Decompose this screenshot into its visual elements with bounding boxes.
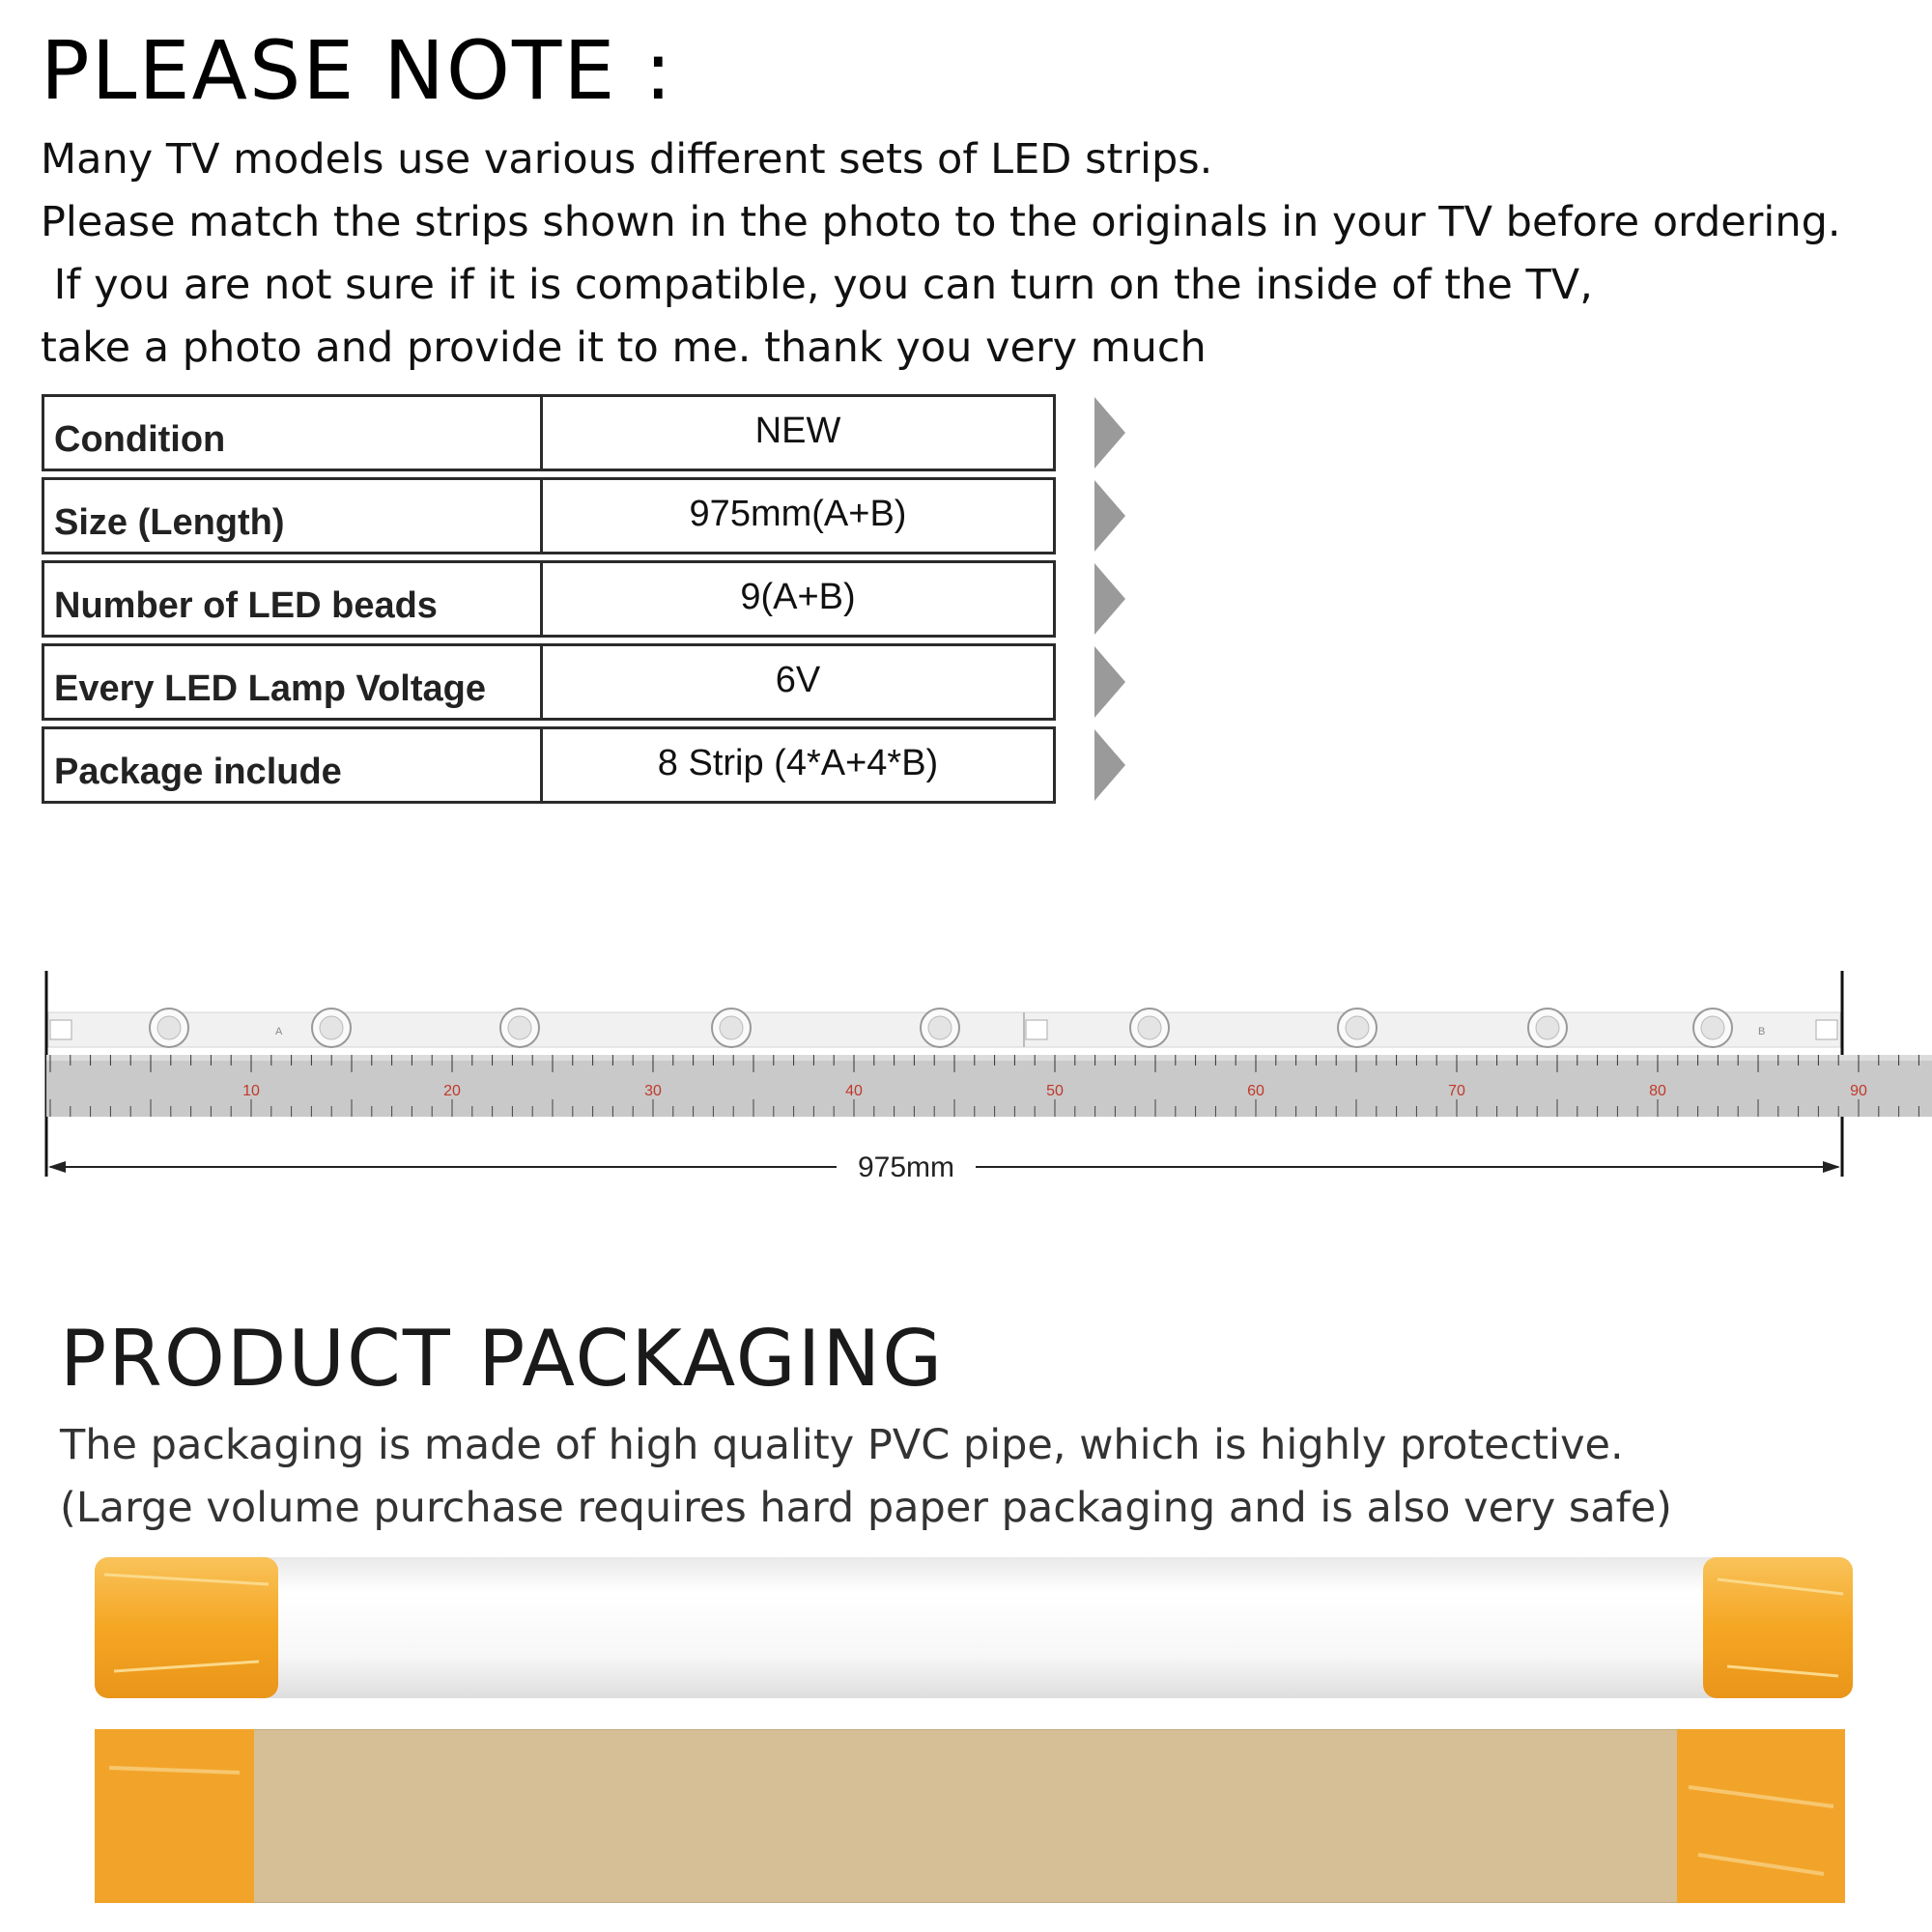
pvc-tube-image [95, 1555, 1853, 1700]
pvc-tube-svg [95, 1555, 1853, 1700]
led-bead [712, 1009, 751, 1047]
ruler-major-label: 90 [1850, 1083, 1867, 1099]
arrow-left-icon [48, 1161, 66, 1173]
note-line: Many TV models use various different sets of LED strips. [41, 135, 1213, 184]
ruler-major-label: 60 [1247, 1083, 1264, 1099]
spec-box [42, 477, 1056, 554]
arrow-right-icon [1823, 1161, 1840, 1173]
ruler-major-label: 70 [1448, 1083, 1465, 1099]
tape-right [1677, 1729, 1845, 1903]
strip-connector-right [1816, 1020, 1837, 1039]
spec-row-size [42, 477, 1085, 554]
note-line: take a photo and provide it to me. thank you very much [41, 324, 1207, 372]
pvc-tube-body [95, 1557, 1853, 1698]
spec-label: Number of LED beads [44, 563, 543, 635]
ruler-major-label: 40 [845, 1083, 863, 1099]
packaging-line: The packaging is made of high quality PVC pipe, which is highly protective. [60, 1421, 1624, 1469]
note-title: PLEASE NOTE : [41, 23, 674, 118]
ruler-major-label: 30 [644, 1083, 662, 1099]
packaging-text [60, 1414, 1672, 1540]
led-bead [500, 1009, 539, 1047]
led-bead [1693, 1009, 1732, 1047]
led-strip-svg [0, 966, 1932, 1198]
strip-connector-left [50, 1020, 71, 1039]
led-bead [1338, 1009, 1377, 1047]
cardboard-box-image [95, 1729, 1845, 1903]
ruler-major-label: 80 [1649, 1083, 1666, 1099]
spec-label: Size (Length) [44, 480, 543, 552]
spec-label: Package include [44, 729, 543, 801]
packaging-line: (Large volume purchase requires hard paper packaging and is also very safe) [60, 1484, 1672, 1532]
strip-connector-mid [1026, 1020, 1047, 1039]
ruler-major-label: 20 [443, 1083, 461, 1099]
arrow-right-icon [1094, 729, 1125, 801]
led-strip-photo [0, 966, 1932, 1198]
strip-a-marker: A [275, 1026, 283, 1037]
strip-b-marker: B [1758, 1026, 1766, 1037]
led-bead [921, 1009, 959, 1047]
led-bead [150, 1009, 188, 1047]
spec-label: Every LED Lamp Voltage [44, 646, 543, 718]
spec-row-led-beads [42, 560, 1085, 638]
note-line: If you are not sure if it is compatible, you can turn on the inside of the TV, [41, 261, 1593, 309]
cardboard-body [95, 1729, 1845, 1903]
arrow-right-icon [1094, 480, 1125, 552]
led-bead [312, 1009, 351, 1047]
ruler-highlight [46, 1055, 1932, 1061]
led-bead [1528, 1009, 1567, 1047]
tape-right [1703, 1557, 1853, 1698]
spec-value: NEW [754, 410, 841, 451]
spec-value: 6V [775, 659, 821, 700]
spec-row-condition [42, 394, 1085, 471]
spec-table [42, 394, 1085, 810]
length-label: 975mm [857, 1151, 955, 1183]
arrow-right-icon [1094, 646, 1125, 718]
spec-label: Condition [44, 397, 543, 469]
spec-value: 975mm(A+B) [689, 493, 907, 534]
spec-box [42, 726, 1056, 804]
arrow-right-icon [1094, 397, 1125, 469]
spec-value: 8 Strip (4*A+4*B) [657, 742, 939, 783]
ruler-major-label: 50 [1046, 1083, 1064, 1099]
arrow-right-icon [1094, 563, 1125, 635]
spec-box [42, 643, 1056, 721]
led-bead [1130, 1009, 1169, 1047]
spec-box [42, 394, 1056, 471]
spec-row-package [42, 726, 1085, 804]
cardboard-box-svg [95, 1729, 1845, 1903]
ruler-major-label: 10 [242, 1083, 260, 1099]
spec-row-voltage [42, 643, 1085, 721]
spec-value: 9(A+B) [740, 576, 856, 617]
packaging-title: PRODUCT PACKAGING [60, 1314, 945, 1404]
tape-left [95, 1729, 254, 1903]
note-line: Please match the strips shown in the photo to the originals in your TV before ordering. [41, 198, 1841, 246]
note-text [41, 128, 1841, 380]
spec-box [42, 560, 1056, 638]
